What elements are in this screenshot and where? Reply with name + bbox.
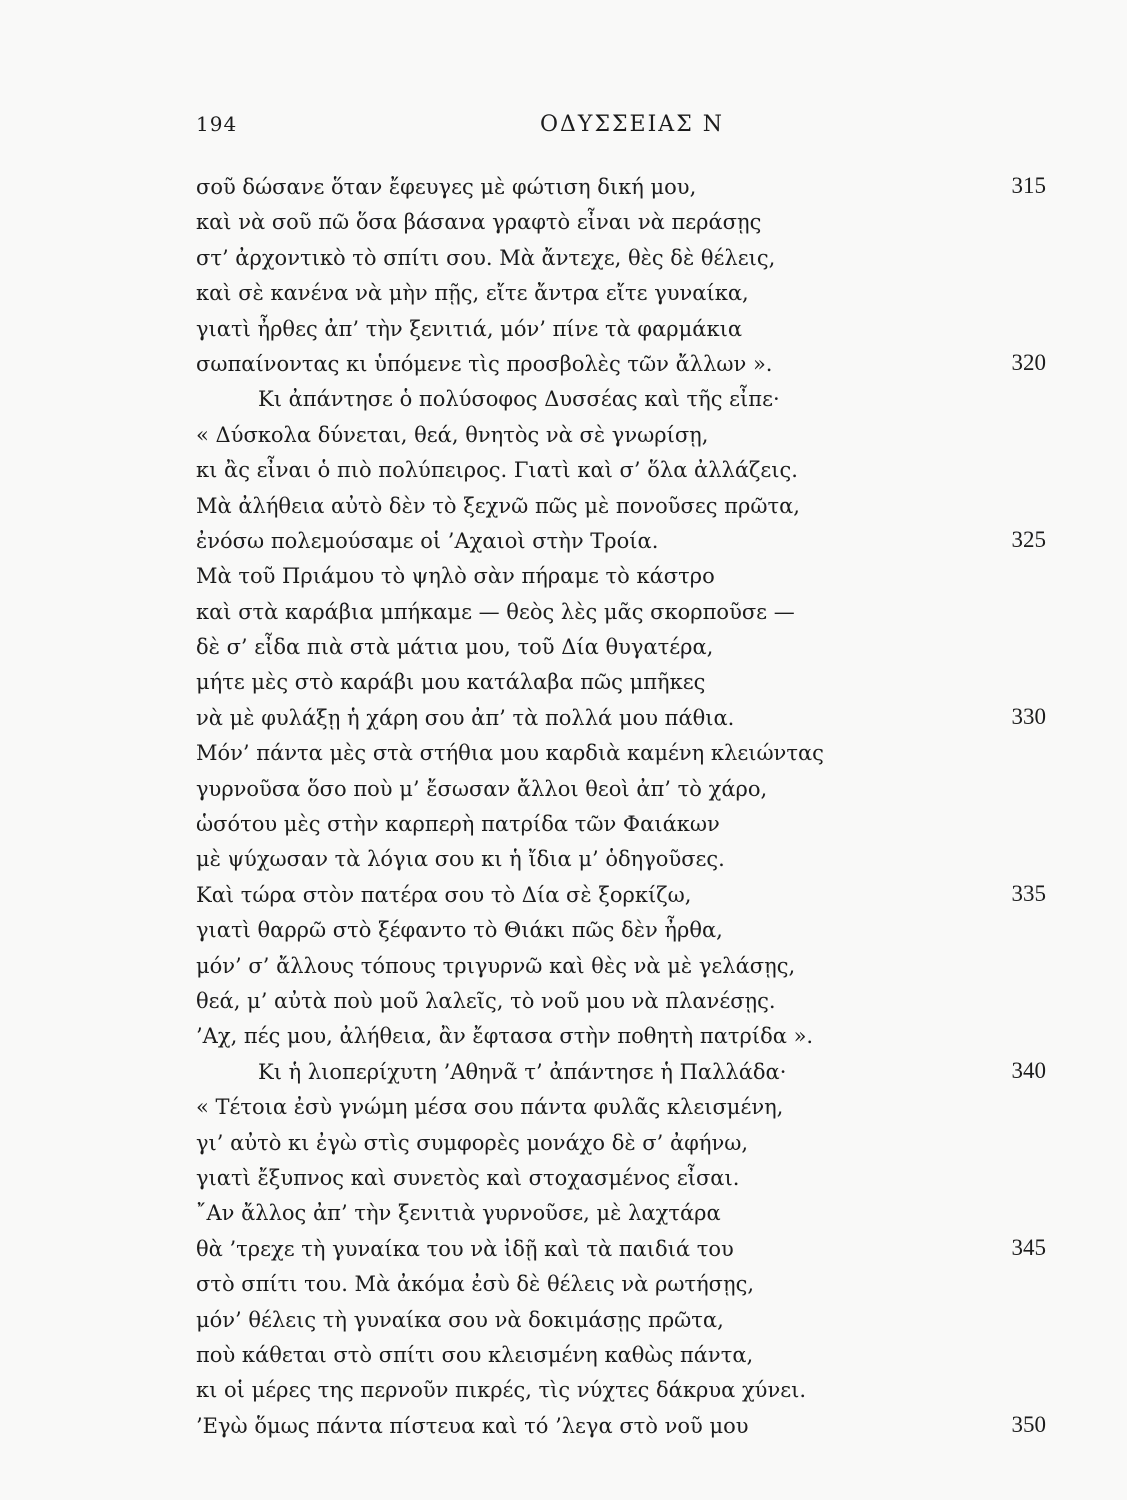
line-number: 330: [1011, 703, 1046, 729]
verse-line: [196, 1090, 1116, 1125]
line-number: 340: [1011, 1057, 1046, 1083]
verse-line: [196, 1126, 1116, 1161]
verse-line: [196, 878, 1116, 913]
verse-line: [196, 524, 1116, 559]
verse-line: [196, 205, 1116, 240]
verse-text: θὰ ’τρεχε τὴ γυναίκα του νὰ ἰδῇ καὶ τὰ παιδιά του: [196, 1236, 734, 1261]
verse-line: [196, 807, 1116, 842]
verse-line: [196, 559, 1116, 594]
verse-line: [196, 984, 1116, 1019]
verse-line: [196, 1303, 1116, 1338]
verse-line: [196, 842, 1116, 877]
verse-text: Μὰ ἀλήθεια αὐτὸ δὲν τὸ ξεχνῶ πῶς μὲ πονοῦσες πρῶτα,: [196, 493, 800, 518]
verse-line: [196, 1267, 1116, 1302]
verse-line: [196, 1161, 1116, 1196]
verse-line: [196, 630, 1116, 665]
verse-text: γιατὶ ἦρθες ἀπ’ τὴν ξενιτιά, μόν’ πίνε τὰ φαρμάκια: [196, 316, 743, 341]
page-number: 194: [196, 112, 238, 136]
verse-text: ’Εγὼ ὅμως πάντα πίστευα καὶ τό ’λεγα στὸ νοῦ μου: [196, 1413, 749, 1438]
verse-text: κι ἂς εἶναι ὁ πιὸ πολύπειρος. Γιατὶ καὶ σ’ ὅλα ἀλλάζεις.: [196, 458, 798, 483]
verse-text: Μόν’ πάντα μὲς στὰ στήθια μου καρδιὰ καμένη κλειώντας: [196, 741, 824, 766]
verse-text: γι’ αὐτὸ κι ἐγὼ στὶς συμφορὲς μονάχο δὲ σ’ ἀφήνω,: [196, 1130, 749, 1155]
verse-text: καὶ σὲ κανένα νὰ μὴν πῇς, εἴτε ἄντρα εἴτε γυναίκα,: [196, 281, 749, 306]
line-number: 315: [1011, 173, 1046, 198]
verse-text: γιατὶ θαρρῶ στὸ ξέφαντο τὸ Θιάκι πῶς δὲν ἦρθα,: [196, 918, 723, 943]
verse-line: [196, 418, 1116, 453]
verse-text: Μὰ τοῦ Πριάμου τὸ ψηλὸ σὰν πήραμε τὸ κάστρο: [196, 564, 715, 589]
verse-line: [196, 1055, 1116, 1090]
verse-line: [196, 772, 1116, 807]
verse-block: [196, 170, 1116, 1444]
verse-line: [196, 453, 1116, 488]
verse-line: [196, 665, 1116, 700]
verse-text: μόν’ θέλεις τὴ γυναίκα σου νὰ δοκιμάσῃς πρῶτα,: [196, 1307, 724, 1332]
verse-text: Καὶ τώρα στὸν πατέρα σου τὸ Δία σὲ ξορκίζω,: [196, 882, 692, 907]
verse-line: [196, 347, 1116, 382]
verse-text: στὸ σπίτι του. Μὰ ἀκόμα ἐσὺ δὲ θέλεις νὰ ρωτήσῃς,: [196, 1272, 755, 1297]
verse-text: νὰ μὲ φυλάξῃ ἡ χάρη σου ἀπ’ τὰ πολλά μου πάθια.: [196, 705, 735, 730]
verse-text: ὡσότου μὲς στὴν καρπερὴ πατρίδα τῶν Φαιάκων: [196, 812, 720, 837]
verse-text: ’Αχ, πές μου, ἀλήθεια, ἂν ἔφτασα στὴν ποθητὴ πατρίδα ».: [196, 1024, 814, 1049]
verse-line: [196, 170, 1116, 205]
verse-line: [196, 1232, 1116, 1267]
verse-line: [196, 949, 1116, 984]
verse-text: σοῦ δώσανε ὅταν ἔφευγες μὲ φώτιση δική μου,: [196, 175, 697, 199]
verse-line: [196, 489, 1116, 524]
verse-text: γιατὶ ἔξυπνος καὶ συνετὸς καὶ στοχασμένος εἶσαι.: [196, 1165, 740, 1190]
verse-text: γυρνοῦσα ὅσο ποὺ μ’ ἔσωσαν ἄλλοι θεοὶ ἀπ’ τὸ χάρο,: [196, 776, 768, 801]
verse-line: [196, 1196, 1116, 1231]
verse-line: [196, 595, 1116, 630]
verse-text: δὲ σ’ εἶδα πιὰ στὰ μάτια μου, τοῦ Δία θυγατέρα,: [196, 635, 714, 660]
verse-text: σωπαίνοντας κι ὑπόμενε τὶς προσβολὲς τῶν ἄλλων ».: [196, 351, 773, 376]
verse-line: [196, 312, 1116, 347]
verse-line: [196, 701, 1116, 736]
verse-text: θεά, μ’ αὐτὰ ποὺ μοῦ λαλεῖς, τὸ νοῦ μου νὰ πλανέσῃς.: [196, 988, 776, 1013]
verse-text: Κι ἡ λιοπερίχυτη ’Αθηνᾶ τ’ ἀπάντησε ἡ Παλλάδα·: [258, 1059, 787, 1084]
verse-text: μὲ ψύχωσαν τὰ λόγια σου κι ἡ ἴδια μ’ ὁδηγοῦσες.: [196, 847, 725, 872]
verse-line: [196, 1019, 1116, 1054]
verse-line: [196, 1373, 1116, 1408]
verse-text: μόν’ σ’ ἄλλους τόπους τριγυρνῶ καὶ θὲς νὰ μὲ γελάσῃς,: [196, 953, 796, 978]
verse-line: [196, 913, 1116, 948]
running-head: ΟΔΥΣΣΕΙΑΣ Ν: [540, 112, 724, 137]
verse-line: [196, 1338, 1116, 1373]
line-number: 320: [1011, 349, 1046, 375]
line-number: 350: [1011, 1411, 1046, 1437]
verse-text: μήτε μὲς στὸ καράβι μου κατάλαβα πῶς μπῆκες: [196, 670, 706, 695]
verse-line: [196, 736, 1116, 771]
line-number: 345: [1011, 1234, 1046, 1260]
verse-text: ἐνόσω πολεμούσαμε οἱ ’Αχαιοὶ στὴν Τροία.: [196, 528, 659, 553]
verse-line: [196, 241, 1116, 276]
verse-text: στ’ ἀρχοντικὸ τὸ σπίτι σου. Μὰ ἄντεχε, θὲς δὲ θέλεις,: [196, 245, 776, 270]
verse-line: [196, 1409, 1116, 1444]
verse-text: κι οἱ μέρες της περνοῦν πικρές, τὶς νύχτες δάκρυα χύνει.: [196, 1378, 806, 1403]
line-number: 335: [1011, 880, 1046, 906]
verse-text: ποὺ κάθεται στὸ σπίτι σου κλεισμένη καθὼς πάντα,: [196, 1342, 754, 1367]
verse-text: ῎Αν ἄλλος ἀπ’ τὴν ξενιτιὰ γυρνοῦσε, μὲ λαχτάρα: [196, 1201, 721, 1226]
verse-text: « Τέτοια ἐσὺ γνώμη μέσα σου πάντα φυλᾶς κλεισμένη,: [196, 1095, 784, 1120]
verse-text: Κι ἀπάντησε ὁ πολύσοφος Δυσσέας καὶ τῆς εἶπε·: [258, 387, 780, 412]
verse-text: « Δύσκολα δύνεται, θεά, θνητὸς νὰ σὲ γνωρίσῃ,: [196, 422, 709, 447]
verse-text: καὶ στὰ καράβια μπήκαμε — θεὸς λὲς μᾶς σκορποῦσε —: [196, 599, 795, 624]
line-number: 325: [1011, 526, 1046, 552]
verse-text: καὶ νὰ σοῦ πῶ ὅσα βάσανα γραφτὸ εἶναι νὰ περάσῃς: [196, 210, 762, 235]
verse-line: [196, 382, 1116, 417]
verse-line: [196, 276, 1116, 311]
